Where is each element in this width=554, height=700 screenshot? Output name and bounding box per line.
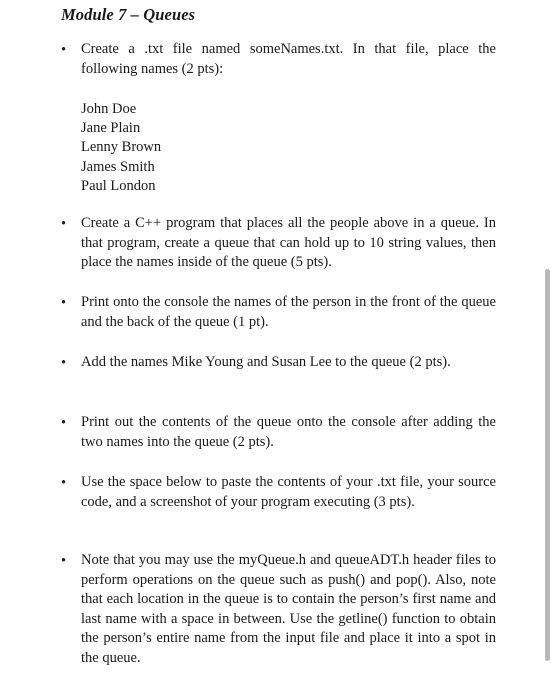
name-line: Lenny Brown [81,139,162,156]
item-text: Print onto the console the names of the person in the front of the queue and the back of the queue (1 pt). [81,294,496,330]
bullet: • [61,475,67,491]
bullet: • [61,355,67,371]
item-text: Note that you may use the myQueue.h and queueADT.h header files to perform operations on the queue such as push() and pop(). Also, note that each location in the queue is to contain the person’s first name and last name with a space in between. Use the getline() function to obtain the person’s entire name from the input file and place it into a spot in the queue. [81,552,496,666]
bullet: • [61,415,67,431]
name-line: James Smith [81,158,155,175]
name-line: Paul London [81,177,156,194]
item-text: Use the space below to paste the contents of your .txt file, your source code, and a screenshot of your program executing (3 pts). [81,474,496,510]
scrollbar-thumb[interactable] [545,269,550,661]
item-text: Create a .txt file named someNames.txt. In that file, place the following names (2 pts): [81,41,496,77]
item-text: Create a C++ program that places all the people above in a queue. In that program, create a queue that can hold up to 10 string values, then place the names inside of the queue (5 pts). [81,215,496,270]
name-line: Jane Plain [81,120,141,137]
bullet: • [61,42,67,58]
bullet: • [61,553,67,569]
names-list [81,100,161,196]
item-text: Add the names Mike Young and Susan Lee to the queue (2 pts). [81,354,451,370]
module-title: Module 7 – Queues [61,5,196,24]
name-line: John Doe [81,101,137,117]
bullet: • [61,295,67,311]
bullet: • [61,216,67,232]
item-text: Print out the contents of the queue onto the console after adding the two names into the queue (2 pts). [81,414,496,450]
